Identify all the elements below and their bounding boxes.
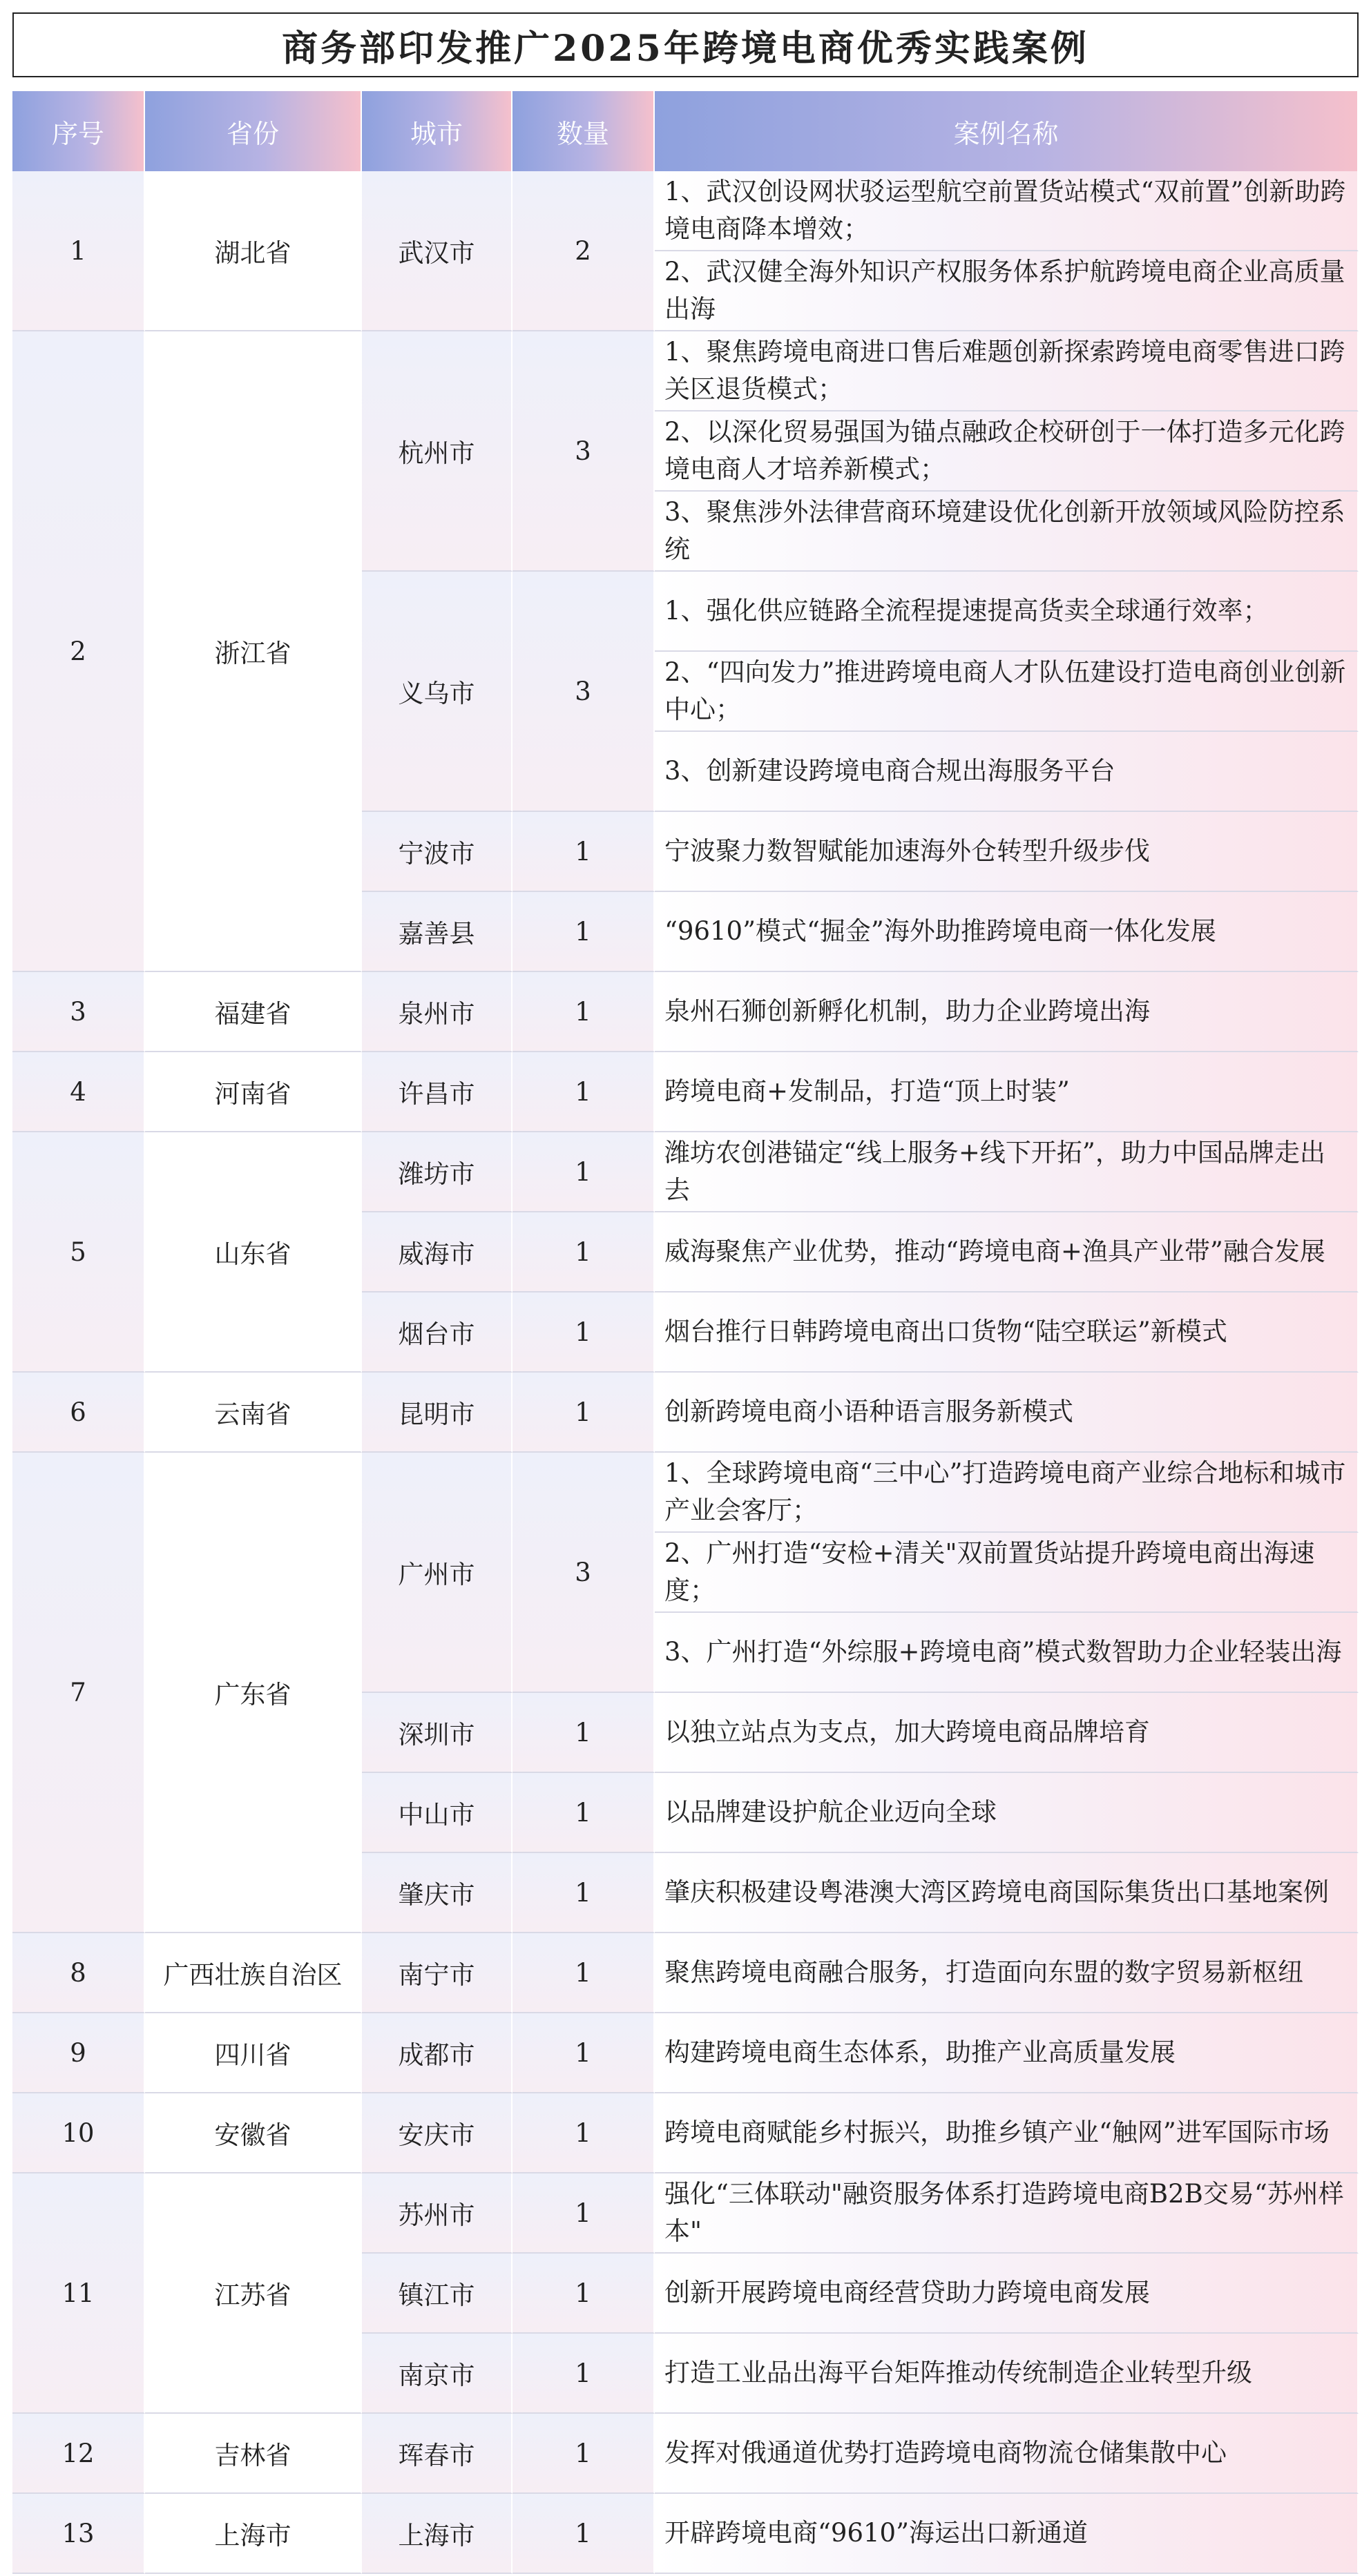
seq-cell: 4 bbox=[12, 1052, 145, 1132]
city-cell: 烟台市 bbox=[362, 1292, 512, 1373]
case-name-cell: 烟台推行日韩跨境电商出口货物“陆空联运”新模式 bbox=[655, 1292, 1359, 1373]
seq-cell: 1 bbox=[12, 171, 145, 331]
city-cell: 杭州市 bbox=[362, 331, 512, 572]
case-name-cell: 以独立站点为支点，加大跨境电商品牌培育 bbox=[655, 1693, 1359, 1773]
case-name-cell: 创新跨境电商小语种语言服务新模式 bbox=[655, 1373, 1359, 1453]
case-name-cell: 1、全球跨境电商“三中心”打造跨境电商产业综合地标和城市产业会客厅； bbox=[655, 1453, 1359, 1533]
case-table bbox=[12, 91, 1359, 2574]
case-name-cell: 泉州石狮创新孵化机制，助力企业跨境出海 bbox=[655, 972, 1359, 1052]
city-cell: 肇庆市 bbox=[362, 1853, 512, 1933]
case-name-cell: 3、聚焦涉外法律营商环境建设优化创新开放领域风险防控系统 bbox=[655, 492, 1359, 572]
case-name-cell: 1、武汉创设网状驳运型航空前置货站模式“双前置”创新助跨境电商降本增效； bbox=[655, 171, 1359, 251]
case-name-cell: 创新开展跨境电商经营贷助力跨境电商发展 bbox=[655, 2254, 1359, 2334]
case-name-cell: 构建跨境电商生态体系，助推产业高质量发展 bbox=[655, 2013, 1359, 2093]
case-name-cell: 2、“四向发力”推进跨境电商人才队伍建设打造电商创业创新中心； bbox=[655, 652, 1359, 732]
count-cell: 1 bbox=[512, 1693, 655, 1773]
case-name-cell: 发挥对俄通道优势打造跨境电商物流仓储集散中心 bbox=[655, 2414, 1359, 2494]
seq-cell: 6 bbox=[12, 1373, 145, 1453]
province-cell: 安徽省 bbox=[145, 2093, 362, 2173]
city-cell: 武汉市 bbox=[362, 171, 512, 331]
case-name-cell: 强化“三体联动"融资服务体系打造跨境电商B2B交易“苏州样本" bbox=[655, 2173, 1359, 2254]
city-cell: 南京市 bbox=[362, 2334, 512, 2414]
count-cell: 1 bbox=[512, 2093, 655, 2173]
count-cell: 1 bbox=[512, 812, 655, 892]
city-cell: 泉州市 bbox=[362, 972, 512, 1052]
case-name-cell: 宁波聚力数智赋能加速海外仓转型升级步伐 bbox=[655, 812, 1359, 892]
city-cell: 嘉善县 bbox=[362, 892, 512, 972]
case-name-cell: 1、聚焦跨境电商进口售后难题创新探索跨境电商零售进口跨关区退货模式； bbox=[655, 331, 1359, 411]
city-cell: 潍坊市 bbox=[362, 1132, 512, 1212]
city-cell: 昆明市 bbox=[362, 1373, 512, 1453]
city-cell: 安庆市 bbox=[362, 2093, 512, 2173]
header-count: 数量 bbox=[512, 91, 655, 171]
case-name-cell: 2、广州打造“安检+清关"双前置货站提升跨境电商出海速度； bbox=[655, 1533, 1359, 1613]
case-name-cell: 跨境电商+发制品，打造“顶上时装” bbox=[655, 1052, 1359, 1132]
province-cell: 江苏省 bbox=[145, 2173, 362, 2414]
seq-cell: 2 bbox=[12, 331, 145, 972]
header-seq: 序号 bbox=[12, 91, 145, 171]
city-cell: 许昌市 bbox=[362, 1052, 512, 1132]
case-name-cell: 肇庆积极建设粤港澳大湾区跨境电商国际集货出口基地案例 bbox=[655, 1853, 1359, 1933]
city-cell: 威海市 bbox=[362, 1212, 512, 1292]
province-cell: 福建省 bbox=[145, 972, 362, 1052]
province-cell: 吉林省 bbox=[145, 2414, 362, 2494]
city-cell: 广州市 bbox=[362, 1453, 512, 1693]
city-cell: 镇江市 bbox=[362, 2254, 512, 2334]
province-cell: 云南省 bbox=[145, 1373, 362, 1453]
count-cell: 3 bbox=[512, 572, 655, 812]
count-cell: 1 bbox=[512, 972, 655, 1052]
seq-cell: 3 bbox=[12, 972, 145, 1052]
seq-cell: 10 bbox=[12, 2093, 145, 2173]
case-name-cell: 开辟跨境电商“9610”海运出口新通道 bbox=[655, 2494, 1359, 2574]
case-name-cell: 2、武汉健全海外知识产权服务体系护航跨境电商企业高质量出海 bbox=[655, 251, 1359, 331]
count-cell: 1 bbox=[512, 2334, 655, 2414]
count-cell: 1 bbox=[512, 892, 655, 972]
count-cell: 3 bbox=[512, 331, 655, 572]
count-cell: 2 bbox=[512, 171, 655, 331]
seq-cell: 9 bbox=[12, 2013, 145, 2093]
seq-cell: 13 bbox=[12, 2494, 145, 2574]
city-cell: 宁波市 bbox=[362, 812, 512, 892]
province-cell: 上海市 bbox=[145, 2494, 362, 2574]
count-cell: 1 bbox=[512, 1853, 655, 1933]
city-cell: 南宁市 bbox=[362, 1933, 512, 2013]
count-cell: 1 bbox=[512, 2173, 655, 2254]
case-name-cell: 跨境电商赋能乡村振兴，助推乡镇产业“触网”进军国际市场 bbox=[655, 2093, 1359, 2173]
case-name-cell: 2、以深化贸易强国为锚点融政企校研创于一体打造多元化跨境电商人才培养新模式； bbox=[655, 411, 1359, 492]
document-title: 商务部印发推广2025年跨境电商优秀实践案例 bbox=[12, 12, 1359, 77]
province-cell: 四川省 bbox=[145, 2013, 362, 2093]
count-cell: 1 bbox=[512, 1132, 655, 1212]
city-cell: 苏州市 bbox=[362, 2173, 512, 2254]
seq-cell: 7 bbox=[12, 1453, 145, 1933]
province-cell: 浙江省 bbox=[145, 331, 362, 972]
count-cell: 1 bbox=[512, 2013, 655, 2093]
province-cell: 湖北省 bbox=[145, 171, 362, 331]
city-cell: 珲春市 bbox=[362, 2414, 512, 2494]
province-cell: 广东省 bbox=[145, 1453, 362, 1933]
case-name-cell: “9610”模式“掘金”海外助推跨境电商一体化发展 bbox=[655, 892, 1359, 972]
case-name-cell: 潍坊农创港锚定“线上服务+线下开拓”，助力中国品牌走出去 bbox=[655, 1132, 1359, 1212]
count-cell: 1 bbox=[512, 1933, 655, 2013]
count-cell: 3 bbox=[512, 1453, 655, 1693]
case-name-cell: 以品牌建设护航企业迈向全球 bbox=[655, 1773, 1359, 1853]
header-city: 城市 bbox=[362, 91, 512, 171]
count-cell: 1 bbox=[512, 2414, 655, 2494]
case-name-cell: 3、创新建设跨境电商合规出海服务平台 bbox=[655, 732, 1359, 812]
case-name-cell: 1、强化供应链路全流程提速提高货卖全球通行效率； bbox=[655, 572, 1359, 652]
city-cell: 深圳市 bbox=[362, 1693, 512, 1773]
case-name-cell: 聚焦跨境电商融合服务，打造面向东盟的数字贸易新枢纽 bbox=[655, 1933, 1359, 2013]
city-cell: 上海市 bbox=[362, 2494, 512, 2574]
seq-cell: 5 bbox=[12, 1132, 145, 1373]
city-cell: 成都市 bbox=[362, 2013, 512, 2093]
city-cell: 中山市 bbox=[362, 1773, 512, 1853]
count-cell: 1 bbox=[512, 2254, 655, 2334]
count-cell: 1 bbox=[512, 1773, 655, 1853]
seq-cell: 12 bbox=[12, 2414, 145, 2494]
case-name-cell: 威海聚焦产业优势，推动“跨境电商+渔具产业带”融合发展 bbox=[655, 1212, 1359, 1292]
count-cell: 1 bbox=[512, 1052, 655, 1132]
seq-cell: 11 bbox=[12, 2173, 145, 2414]
header-province: 省份 bbox=[145, 91, 362, 171]
seq-cell: 8 bbox=[12, 1933, 145, 2013]
document bbox=[12, 12, 1359, 2564]
province-cell: 山东省 bbox=[145, 1132, 362, 1373]
count-cell: 1 bbox=[512, 1292, 655, 1373]
case-name-cell: 3、广州打造“外综服+跨境电商”模式数智助力企业轻装出海 bbox=[655, 1613, 1359, 1693]
count-cell: 1 bbox=[512, 1373, 655, 1453]
count-cell: 1 bbox=[512, 1212, 655, 1292]
province-cell: 河南省 bbox=[145, 1052, 362, 1132]
case-name-cell: 打造工业品出海平台矩阵推动传统制造企业转型升级 bbox=[655, 2334, 1359, 2414]
province-cell: 广西壮族自治区 bbox=[145, 1933, 362, 2013]
city-cell: 义乌市 bbox=[362, 572, 512, 812]
count-cell: 1 bbox=[512, 2494, 655, 2574]
header-case-name: 案例名称 bbox=[655, 91, 1359, 171]
